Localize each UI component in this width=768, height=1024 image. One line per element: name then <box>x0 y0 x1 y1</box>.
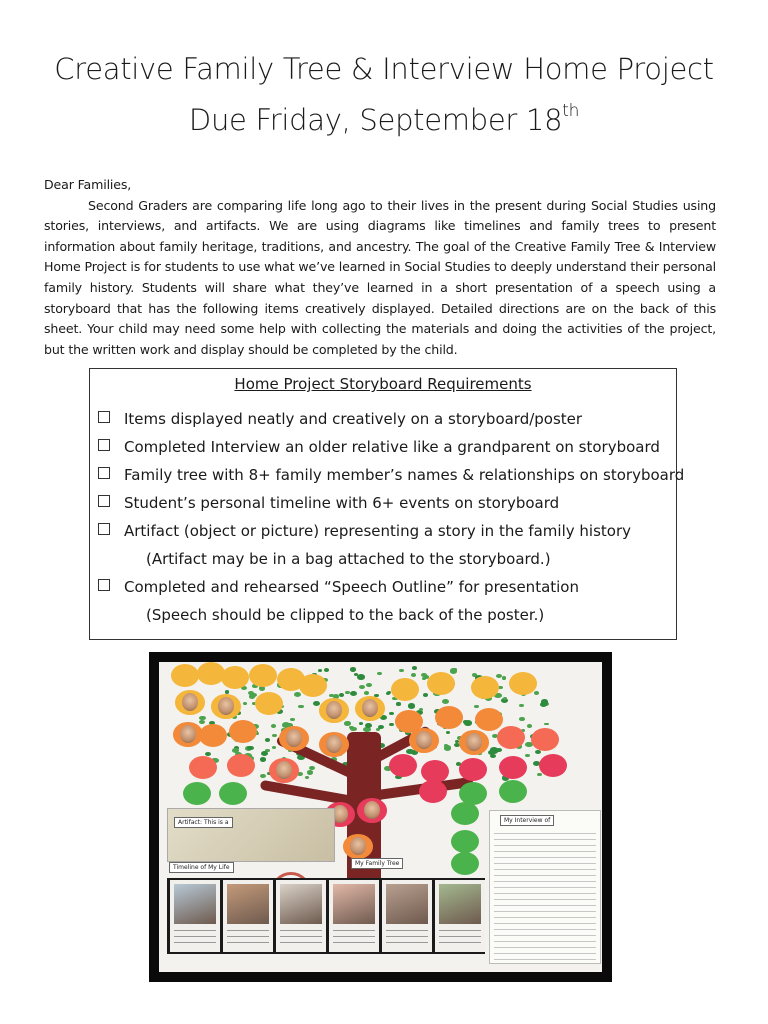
handwritten-line <box>494 881 596 882</box>
handwritten-line <box>386 936 428 937</box>
leaf-icon <box>307 770 313 774</box>
handwritten-line <box>333 936 375 937</box>
leaf-icon <box>490 747 498 752</box>
leaf-icon <box>399 669 404 673</box>
handwritten-line <box>494 911 596 912</box>
handwritten-line <box>174 936 216 937</box>
family-member-circle <box>183 782 211 805</box>
leaf-icon <box>540 702 547 707</box>
family-member-circle <box>451 852 479 875</box>
leaf-icon <box>359 685 365 689</box>
leaf-icon <box>251 693 257 697</box>
family-member-circle <box>391 678 419 701</box>
handwritten-line <box>494 917 596 918</box>
leaf-icon <box>366 683 372 687</box>
requirement-item: Completed and rehearsed “Speech Outline” for presentation <box>98 573 676 601</box>
handwritten-line <box>227 936 269 937</box>
leaf-icon <box>313 701 320 706</box>
leaf-icon <box>502 676 507 679</box>
family-member-circle <box>459 758 487 781</box>
leaf-icon <box>525 754 529 757</box>
leaf-icon <box>349 726 354 729</box>
handwritten-line <box>386 930 428 931</box>
portrait-photo <box>362 699 378 717</box>
family-member-circle <box>355 696 385 721</box>
leaf-icon <box>444 745 452 750</box>
family-member-circle <box>475 708 503 731</box>
artifact-bag <box>167 808 335 862</box>
handwritten-line <box>494 929 596 930</box>
leaf-icon <box>260 757 266 761</box>
timeline-photo <box>174 884 216 924</box>
family-member-circle <box>389 754 417 777</box>
family-member-circle <box>539 754 567 777</box>
family-member-circle <box>255 692 283 715</box>
leaf-icon <box>450 668 458 673</box>
leaf-icon <box>259 686 265 690</box>
leaf-icon <box>527 724 532 727</box>
timeline-photo <box>227 884 269 924</box>
storyboard-poster <box>159 662 602 972</box>
handwritten-line <box>494 959 596 960</box>
leaf-icon <box>290 718 294 721</box>
speech-note: (Speech should be clipped to the back of the poster.) <box>146 606 545 624</box>
portrait-photo <box>286 729 302 747</box>
interview-label: My Interview of <box>500 815 554 826</box>
leaf-icon <box>422 677 426 680</box>
handwritten-line <box>227 930 269 931</box>
leaf-icon <box>442 699 449 704</box>
interview-sheet <box>489 810 601 964</box>
leaf-icon <box>396 702 401 705</box>
timeline-event-card <box>276 880 326 952</box>
handwritten-line <box>333 942 375 943</box>
leaf-icon <box>350 667 356 671</box>
timeline-event-card <box>382 880 432 952</box>
checkbox-icon[interactable] <box>98 523 110 535</box>
leaf-icon <box>318 669 322 672</box>
handwritten-line <box>174 930 216 931</box>
handwritten-line <box>494 869 596 870</box>
handwritten-line <box>494 953 596 954</box>
portrait-photo <box>326 735 342 753</box>
portrait-photo <box>218 697 234 715</box>
family-member-circle <box>175 690 205 715</box>
handwritten-line <box>494 851 596 852</box>
leaf-icon <box>423 693 428 696</box>
portrait-photo <box>180 725 196 743</box>
handwritten-line <box>494 893 596 894</box>
leaf-icon <box>474 705 479 709</box>
handwritten-line <box>494 857 596 858</box>
leaf-icon <box>294 692 301 697</box>
portrait-photo <box>466 733 482 751</box>
timeline-photo <box>386 884 428 924</box>
requirements-list <box>90 405 685 629</box>
family-tree-label: My Family Tree <box>351 858 403 869</box>
leaf-icon <box>496 674 502 678</box>
family-member-circle <box>357 798 387 823</box>
family-member-circle <box>499 756 527 779</box>
timeline-label: Timeline of My Life <box>169 862 234 873</box>
leaf-icon <box>272 734 276 737</box>
due-date-suffix: th <box>562 101 580 121</box>
requirement-item: Family tree with 8+ family member’s names & relationships on storyboard <box>98 461 676 489</box>
handwritten-line <box>333 930 375 931</box>
handwritten-line <box>494 863 596 864</box>
timeline-photo <box>280 884 322 924</box>
family-member-circle <box>299 674 327 697</box>
leaf-icon <box>503 697 507 700</box>
handwritten-line <box>494 887 596 888</box>
family-member-circle <box>269 758 299 783</box>
family-member-circle <box>435 706 463 729</box>
handwritten-line <box>386 942 428 943</box>
leaf-icon <box>232 748 239 753</box>
leaf-icon <box>272 746 276 749</box>
family-member-circle <box>497 726 525 749</box>
leaf-icon <box>412 666 417 669</box>
leaf-icon <box>544 723 548 726</box>
requirements-box <box>89 368 685 640</box>
family-member-circle <box>509 672 537 695</box>
artifact-label: Artifact: This is a <box>174 817 233 828</box>
checkbox-icon[interactable] <box>98 579 110 591</box>
handwritten-line <box>280 930 322 931</box>
leaf-icon <box>298 705 303 709</box>
title-line-2 <box>0 90 768 141</box>
leaf-icon <box>199 716 206 721</box>
requirements-title: Home Project Storyboard Requirements <box>234 375 532 393</box>
requirement-item: Items displayed neatly and creatively on a storyboard/poster <box>98 405 676 433</box>
leaf-icon <box>408 703 415 708</box>
example-storyboard-photo <box>149 652 612 982</box>
leaf-icon <box>377 672 382 676</box>
handwritten-line <box>494 875 596 876</box>
leaf-icon <box>261 751 268 756</box>
handwritten-line <box>494 845 596 846</box>
handwritten-line <box>227 942 269 943</box>
family-member-circle <box>459 730 489 755</box>
checkbox-icon[interactable] <box>98 411 110 423</box>
portrait-photo <box>364 801 380 819</box>
family-member-circle <box>409 728 439 753</box>
portrait-photo <box>350 837 366 855</box>
timeline-event-card <box>329 880 379 952</box>
requirement-item: Completed Interview an older relative like a grandparent on storyboard <box>98 433 676 461</box>
leaf-icon <box>243 702 247 705</box>
timeline-event-card <box>435 880 485 952</box>
leaf-icon <box>359 722 363 725</box>
family-member-circle <box>227 754 255 777</box>
family-member-circle <box>499 780 527 803</box>
page-title <box>0 48 768 141</box>
leaf-icon <box>446 731 450 734</box>
due-date: Due Friday, September 18 <box>188 103 563 137</box>
family-member-circle <box>531 728 559 751</box>
family-member-circle <box>211 694 241 719</box>
leaf-icon <box>305 776 309 779</box>
leaf-icon <box>537 773 541 776</box>
handwritten-line <box>174 942 216 943</box>
handwritten-line <box>494 923 596 924</box>
timeline-strip <box>167 878 485 954</box>
requirement-item: Artifact (object or picture) representing a story in the family history <box>98 517 676 545</box>
letter-greeting: Dear Families, <box>44 177 132 192</box>
timeline-event-card <box>170 880 220 952</box>
letter-body: Second Graders are comparing life long ago to their lives in the present during Social Studies using stories, interviews, and artifacts. We are using diagrams like timelines and family trees to present information about family heritage, traditions, and ancestry. The goal of the Creative Family Tree & Interview Home Project is for students to use what we’ve learned in Social Studies to deeply understand their personal family history. Students will share what they’ve learned in a short presentation of a speech using a storyboard that has the following items creatively displayed. Detailed directions are on the back of this sheet. Your child may need some help with collecting the materials and doing the activities of the project, but the written work and display should be completed by the child. <box>44 197 716 357</box>
checkbox-icon[interactable] <box>98 467 110 479</box>
leaf-icon <box>271 724 276 728</box>
leaf-icon <box>519 717 524 721</box>
leaf-icon <box>364 691 369 694</box>
leaf-icon <box>324 668 329 672</box>
family-member-circle <box>189 756 217 779</box>
handwritten-line <box>439 930 481 931</box>
portrait-photo <box>276 761 292 779</box>
leaf-icon <box>378 725 384 729</box>
family-member-circle <box>343 834 373 859</box>
portrait-photo <box>416 731 432 749</box>
handwritten-line <box>494 839 596 840</box>
leaf-icon <box>365 723 373 728</box>
title-line-1: Creative Family Tree & Interview Home Project <box>54 52 714 86</box>
requirement-item: Student’s personal timeline with 6+ events on storyboard <box>98 489 676 517</box>
handwritten-line <box>280 942 322 943</box>
family-member-circle <box>419 780 447 803</box>
handwritten-line <box>494 941 596 942</box>
leaf-icon <box>350 691 357 696</box>
family-member-circle <box>219 782 247 805</box>
family-member-circle <box>319 732 349 757</box>
family-member-circle <box>171 664 199 687</box>
leaf-icon <box>519 704 524 707</box>
leaf-icon <box>199 720 205 724</box>
handwritten-line <box>439 936 481 937</box>
handwritten-line <box>494 935 596 936</box>
family-member-circle <box>319 698 349 723</box>
checkbox-icon[interactable] <box>98 495 110 507</box>
timeline-photo <box>439 884 481 924</box>
handwritten-line <box>494 899 596 900</box>
leaf-icon <box>534 691 539 695</box>
timeline-photo <box>333 884 375 924</box>
leaf-icon <box>344 721 351 726</box>
timeline-event-card <box>223 880 273 952</box>
leaf-icon <box>357 674 365 680</box>
family-letter <box>44 175 716 360</box>
leaf-icon <box>389 723 394 726</box>
portrait-photo <box>182 693 198 711</box>
family-member-circle <box>427 672 455 695</box>
family-member-circle <box>279 726 309 751</box>
family-member-circle <box>471 676 499 699</box>
checkbox-icon[interactable] <box>98 439 110 451</box>
family-member-circle <box>451 830 479 853</box>
leaf-icon <box>260 774 266 778</box>
leaf-icon <box>389 712 393 715</box>
family-member-circle <box>199 724 227 747</box>
family-member-circle <box>229 720 257 743</box>
handwritten-line <box>494 833 596 834</box>
artifact-note: (Artifact may be in a bag attached to the storyboard.) <box>146 550 551 568</box>
handwritten-line <box>494 947 596 948</box>
family-member-circle <box>249 664 277 687</box>
handwritten-line <box>439 942 481 943</box>
handwritten-line <box>494 905 596 906</box>
leaf-icon <box>339 693 344 697</box>
family-member-circle <box>451 802 479 825</box>
portrait-photo <box>326 701 342 719</box>
leaf-icon <box>247 746 253 750</box>
family-member-circle <box>221 666 249 689</box>
handwritten-line <box>280 936 322 937</box>
leaf-icon <box>464 720 472 725</box>
leaf-icon <box>265 738 270 741</box>
leaf-icon <box>411 673 416 677</box>
